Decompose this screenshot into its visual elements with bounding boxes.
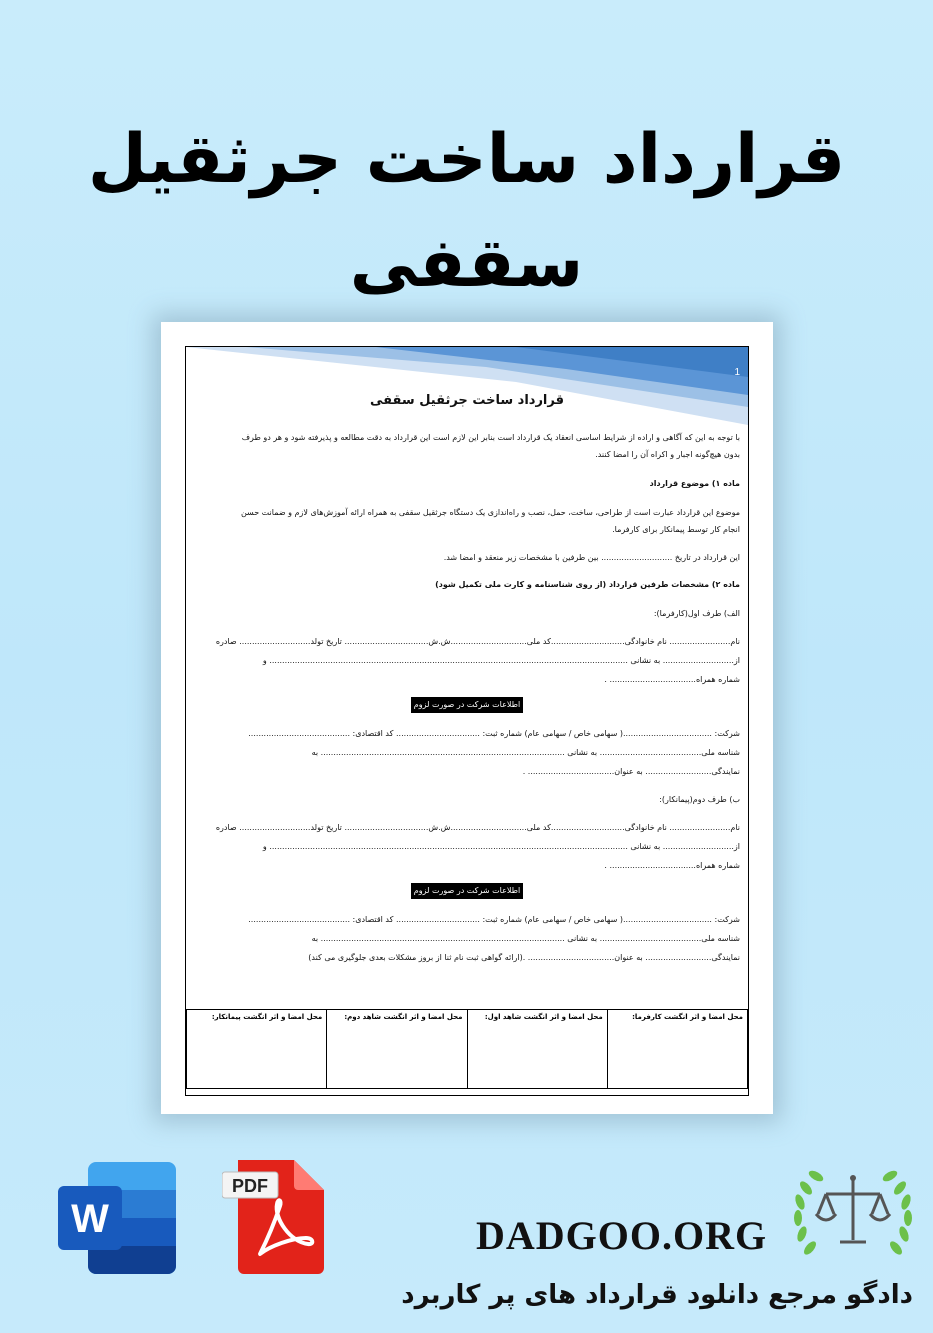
article-text: موضوع این قرارداد عبارت است از طراحی، ساخت، حمل، نصب و راه‌اندازی یک دستگاه جرثقیل سقفی به همراه ارائه آموزش‌های لازم و ضمانت حسن bbox=[240, 508, 740, 517]
word-icon[interactable] bbox=[58, 1162, 176, 1274]
form-line: شناسه ملی........................................ به نشانی ................................................................................................ به bbox=[311, 934, 740, 943]
article-heading: ماده ۲) مشخصات طرفین قرارداد (از روی شناسنامه و کارت ملی تکمیل شود) bbox=[435, 580, 740, 589]
company-label: اطلاعات شرکت در صورت لزوم bbox=[411, 883, 523, 899]
document-frame bbox=[185, 346, 749, 1096]
intro-line: با توجه به این که آگاهی و اراده از شرایط اساسی انعقاد یک قرارداد است بنابر این لازم است این قرارداد به دقت مطالعه و پذیرفته شود و هر دو طرف bbox=[241, 433, 740, 442]
article-text: انجام کار توسط پیمانکار برای کارفرما. bbox=[612, 525, 740, 534]
company-section bbox=[194, 696, 740, 713]
form-line: شماره همراه.................................. . bbox=[604, 861, 740, 870]
title-line-1: قرارداد ساخت جرثقیل bbox=[87, 120, 846, 199]
form-line: شرکت: ...................................( سهامی خاص / سهامی عام) شماره ثبت: ................................. کد اقتصادی: ........................................ bbox=[248, 915, 740, 924]
form-line: نام........................ نام خانوادگی.............................کد ملی..............................ش.ش................................. تاریخ تولد............................ صادره bbox=[215, 637, 740, 646]
form-line: شماره همراه.................................. . bbox=[604, 675, 740, 684]
form-line: نام........................ نام خانوادگی.............................کد ملی..............................ش.ش................................. تاریخ تولد............................ صادره bbox=[215, 823, 740, 832]
site-name[interactable]: DADGOO.ORG bbox=[476, 1213, 768, 1258]
form-line: نمایندگی.......................... به عنوان.................................. .(ارائه گواهی ثبت نام ثنا از بروز مشکلات بعدی جلوگیری می کند) bbox=[308, 953, 740, 962]
signature-cell: محل امضا و اثر انگشت شاهد اول: bbox=[467, 1010, 607, 1089]
form-line: از............................ به نشانی ............................................................................................................................................. و bbox=[262, 842, 740, 851]
party-heading: الف) طرف اول(کارفرما): bbox=[653, 609, 740, 618]
signature-cell: محل امضا و اثر انگشت پیمانکار: bbox=[187, 1010, 327, 1089]
party-heading: ب) طرف دوم(پیمانکار): bbox=[659, 795, 740, 804]
page-title bbox=[40, 108, 893, 316]
date-line: این قرارداد در تاریخ ............................ بین طرفین با مشخصات زیر منعقد و امضا شد. bbox=[443, 553, 740, 562]
company-section bbox=[194, 882, 740, 899]
title-line-2: سقفی bbox=[349, 224, 584, 303]
header-ribbon bbox=[186, 347, 748, 437]
pdf-icon[interactable] bbox=[222, 1158, 326, 1276]
page-number: 1 bbox=[734, 367, 740, 378]
signature-cell: محل امضا و اثر انگشت شاهد دوم: bbox=[327, 1010, 467, 1089]
form-line: شناسه ملی........................................ به نشانی ................................................................................................ به bbox=[311, 748, 740, 757]
signature-cell: محل امضا و اثر انگشت کارفرما: bbox=[607, 1010, 747, 1089]
scales-logo-icon bbox=[788, 1158, 918, 1272]
intro-line: بدون هیچ‌گونه اجبار و اکراه آن را امضا کنند. bbox=[595, 450, 740, 459]
company-label: اطلاعات شرکت در صورت لزوم bbox=[411, 697, 523, 713]
article-heading: ماده ۱) موضوع قرارداد bbox=[649, 479, 740, 488]
site-tagline: دادگو مرجع دانلود قرارداد های پر کاربرد bbox=[401, 1280, 913, 1310]
word-letter: W bbox=[71, 1197, 109, 1241]
form-line: از............................ به نشانی ............................................................................................................................................. و bbox=[262, 656, 740, 665]
signature-table bbox=[186, 1009, 748, 1089]
form-line: شرکت: ...................................( سهامی خاص / سهامی عام) شماره ثبت: ................................. کد اقتصادی: ........................................ bbox=[248, 729, 740, 738]
document-title: قرارداد ساخت جرثقیل سقفی bbox=[370, 393, 564, 408]
form-line: نمایندگی.......................... به عنوان.................................. . bbox=[522, 767, 740, 776]
document-preview bbox=[161, 322, 773, 1114]
pdf-badge: PDF bbox=[232, 1176, 268, 1196]
